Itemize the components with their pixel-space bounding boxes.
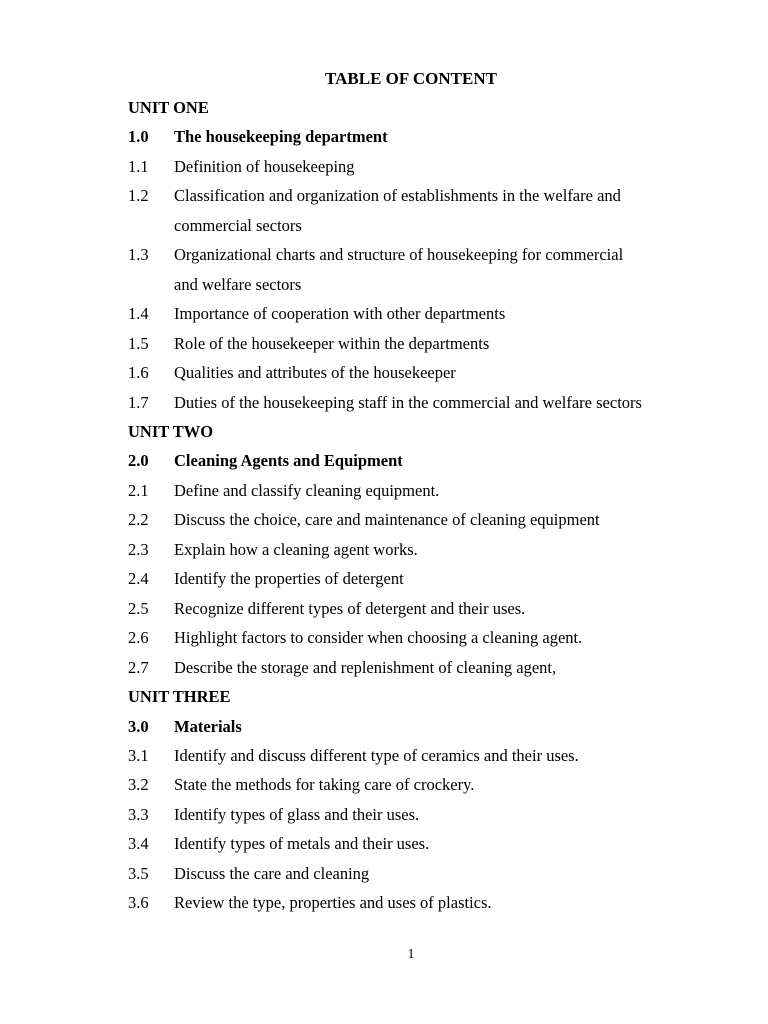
entry-number: 2.5	[128, 598, 149, 618]
toc-entry	[128, 859, 728, 888]
toc-entry	[128, 535, 728, 564]
page-title: TABLE OF CONTENT	[325, 69, 497, 88]
toc-entry	[128, 240, 728, 269]
entry-text: Explain how a cleaning agent works.	[174, 539, 418, 559]
entry-text: Materials	[174, 716, 242, 736]
toc-entry	[128, 181, 728, 210]
entry-number: 3.5	[128, 863, 149, 883]
toc-entry-continuation: and welfare sectors	[174, 274, 302, 294]
toc-entry	[128, 623, 728, 652]
toc-entry	[128, 358, 728, 387]
entry-text: Importance of cooperation with other departments	[174, 304, 506, 324]
page-number: 1	[407, 947, 415, 962]
entry-number: 1.6	[128, 363, 149, 383]
toc-entry-continuation: commercial sectors	[174, 215, 302, 235]
entry-number: 3.2	[128, 775, 149, 795]
entry-text: The housekeeping department	[174, 127, 388, 147]
toc-entry	[128, 564, 728, 593]
entry-number: 2.1	[128, 480, 149, 500]
entry-text: Highlight factors to consider when choosing a cleaning agent.	[174, 628, 583, 648]
toc-entry	[128, 741, 728, 770]
entry-number: 1.2	[128, 186, 149, 206]
toc-entry	[128, 505, 728, 534]
entry-number: 2.4	[128, 569, 149, 589]
entry-text: Identify the properties of detergent	[174, 569, 404, 589]
toc-entry	[128, 653, 728, 682]
entry-number: 2.0	[128, 451, 149, 471]
toc-entry	[128, 829, 728, 858]
entry-text: Organizational charts and structure of housekeeping for commercial	[174, 245, 624, 265]
entry-text: Cleaning Agents and Equipment	[174, 451, 403, 471]
entry-text: Identify and discuss different type of ceramics and their uses.	[174, 745, 579, 765]
section-heading	[128, 446, 728, 475]
entry-text: Qualities and attributes of the housekeeper	[174, 363, 456, 383]
entry-number: 1.1	[128, 156, 149, 176]
entry-text: Discuss the care and cleaning	[174, 863, 370, 883]
entry-number: 3.3	[128, 804, 149, 824]
table-of-contents	[128, 93, 728, 918]
entry-text: Define and classify cleaning equipment.	[174, 480, 440, 500]
entry-text: Classification and organization of establishments in the welfare and	[174, 186, 621, 206]
entry-number: 3.0	[128, 716, 149, 736]
entry-text: Recognize different types of detergent and their uses.	[174, 598, 526, 618]
entry-text: Definition of housekeeping	[174, 156, 355, 176]
toc-entry	[128, 388, 728, 417]
unit-heading: UNIT THREE	[128, 687, 231, 707]
entry-text: Discuss the choice, care and maintenance of cleaning equipment	[174, 510, 600, 530]
toc-entry	[128, 888, 728, 917]
section-heading	[128, 712, 728, 741]
section-heading	[128, 122, 728, 151]
entry-number: 2.3	[128, 539, 149, 559]
toc-entry	[128, 152, 728, 181]
entry-number: 1.0	[128, 127, 149, 147]
toc-entry	[128, 476, 728, 505]
entry-text: Duties of the housekeeping staff in the commercial and welfare sectors	[174, 392, 642, 412]
toc-entry	[128, 299, 728, 328]
entry-number: 1.7	[128, 392, 149, 412]
entry-number: 2.6	[128, 628, 149, 648]
unit-heading: UNIT TWO	[128, 421, 214, 441]
entry-text: Describe the storage and replenishment of cleaning agent,	[174, 657, 557, 677]
entry-number: 3.6	[128, 893, 149, 913]
entry-text: State the methods for taking care of crockery.	[174, 775, 475, 795]
entry-text: Identify types of glass and their uses.	[174, 804, 420, 824]
entry-number: 3.4	[128, 834, 149, 854]
entry-number: 2.7	[128, 657, 149, 677]
entry-number: 1.3	[128, 245, 149, 265]
toc-entry	[128, 594, 728, 623]
unit-heading: UNIT ONE	[128, 98, 209, 117]
entry-text: Role of the housekeeper within the departments	[174, 333, 490, 353]
entry-number: 1.5	[128, 333, 149, 353]
toc-entry	[128, 770, 728, 799]
entry-number: 1.4	[128, 304, 149, 324]
entry-number: 2.2	[128, 510, 149, 530]
entry-text: Review the type, properties and uses of plastics.	[174, 893, 492, 913]
entry-text: Identify types of metals and their uses.	[174, 834, 430, 854]
toc-entry	[128, 800, 728, 829]
entry-number: 3.1	[128, 745, 149, 765]
toc-entry	[128, 329, 728, 358]
